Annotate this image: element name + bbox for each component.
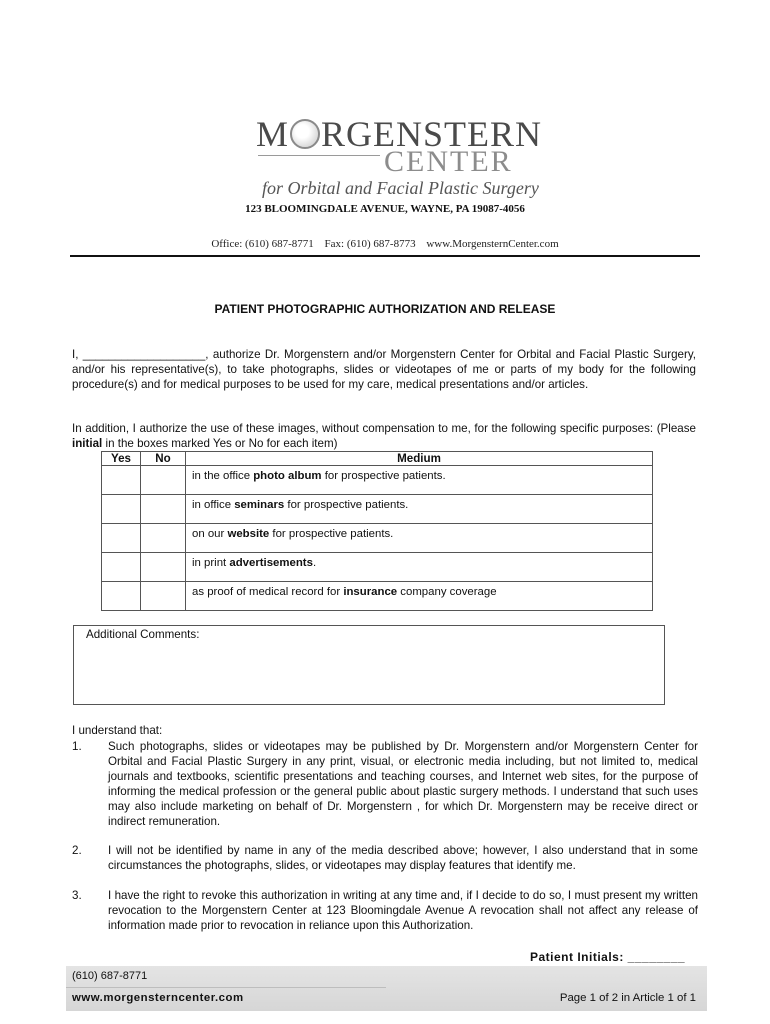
no-initial-box[interactable]	[141, 466, 186, 495]
media-consent-table	[101, 451, 653, 611]
no-initial-box[interactable]	[141, 582, 186, 611]
medium-cell: on our website for prospective patients.	[186, 524, 653, 553]
yes-initial-box[interactable]	[102, 466, 141, 495]
header-medium: Medium	[186, 452, 653, 466]
footer-bar	[66, 966, 707, 1011]
understand-item-3: 3. I have the right to revoke this authorization in writing at any time and, if I decide to do so, I must present my written revocation to the Morgenstern Center at 123 Bloomingdale Avenue A revocation shall not affect any release of information made prior to revocation in reliance upon this Authorization.	[72, 889, 698, 932]
additional-comments-field[interactable]	[73, 625, 665, 705]
logo-eye-icon	[290, 119, 320, 149]
medium-cell: in the office photo album for prospective patients.	[186, 466, 653, 495]
medium-cell: in print advertisements.	[186, 553, 653, 582]
contact-line	[0, 238, 770, 250]
understand-item-2: 2. I will not be identified by name in any of the media described above; however, I also understand that in some circumstances the photographs, slides, or videotapes may display features that identify me.	[72, 844, 698, 872]
header-no: No	[141, 452, 186, 466]
header-yes: Yes	[102, 452, 141, 466]
no-initial-box[interactable]	[141, 553, 186, 582]
additional-comments-label: Additional Comments:	[86, 628, 200, 641]
header-divider	[70, 255, 700, 257]
table-row	[102, 524, 653, 553]
no-initial-box[interactable]	[141, 524, 186, 553]
understand-intro: I understand that:	[72, 724, 163, 737]
table-row	[102, 582, 653, 611]
authorization-paragraph: I, ___________________, authorize Dr. Morgenstern and/or Morgenstern Center for Orbital and Facial Plastic Surgery, and/or his representative(s), to take photographs, slides or videotapes of me or parts of my body for the following procedure(s) and for medical purposes to be used for my care, medical presentations and/or articles.	[72, 348, 696, 391]
logo-rule	[258, 155, 380, 156]
table-row	[102, 553, 653, 582]
header-website[interactable]: www.MorgensternCenter.com	[426, 238, 559, 250]
address: 123 BLOOMINGDALE AVENUE, WAYNE, PA 19087-4056	[245, 203, 525, 215]
page-indicator: Page 1 of 2 in Article 1 of 1	[559, 992, 696, 1004]
table-row	[102, 466, 653, 495]
footer-phone: (610) 687-8771	[72, 970, 148, 982]
patient-initials-field[interactable]: Patient Initials: ________	[530, 950, 686, 964]
logo-letter-m: M	[256, 114, 290, 154]
form-title: PATIENT PHOTOGRAPHIC AUTHORIZATION AND RELEASE	[214, 302, 556, 316]
yes-initial-box[interactable]	[102, 582, 141, 611]
table-header-row	[102, 452, 653, 466]
specific-purposes-paragraph: In addition, I authorize the use of these images, without compensation to me, for the following specific purposes: (Please initial in the boxes marked Yes or No for each item)	[72, 422, 696, 450]
medium-cell: in office seminars for prospective patients.	[186, 495, 653, 524]
yes-initial-box[interactable]	[102, 495, 141, 524]
table-row	[102, 495, 653, 524]
logo-letters-rest: RGENSTERN	[321, 114, 543, 154]
medium-cell: as proof of medical record for insurance company coverage	[186, 582, 653, 611]
footer-website[interactable]: www.morgensterncenter.com	[72, 992, 244, 1004]
yes-initial-box[interactable]	[102, 553, 141, 582]
footer-rule	[66, 987, 386, 988]
understand-item-1: 1. Such photographs, slides or videotapes may be published by Dr. Morgenstern and/or Morgenstern Center for Orbital and Facial Plastic Surgery in any print, visual, or electronic media including, but not limited to, medical journals and textbooks, scientific presentations and teaching courses, and Internet web sites, for the purpose of informing the medical profession or the general public about plastic surgery methods. I understand that such uses may also include marketing on behalf of Dr. Morgenstern , for which Dr. Morgenstern may be receive direct or indirect remuneration.	[72, 740, 698, 828]
office-phone: Office: (610) 687-8771	[211, 238, 314, 250]
fax-number: Fax: (610) 687-8773	[324, 238, 416, 250]
logo-center: CENTER	[384, 145, 513, 178]
no-initial-box[interactable]	[141, 495, 186, 524]
yes-initial-box[interactable]	[102, 524, 141, 553]
logo-tagline: for Orbital and Facial Plastic Surgery	[262, 178, 539, 198]
